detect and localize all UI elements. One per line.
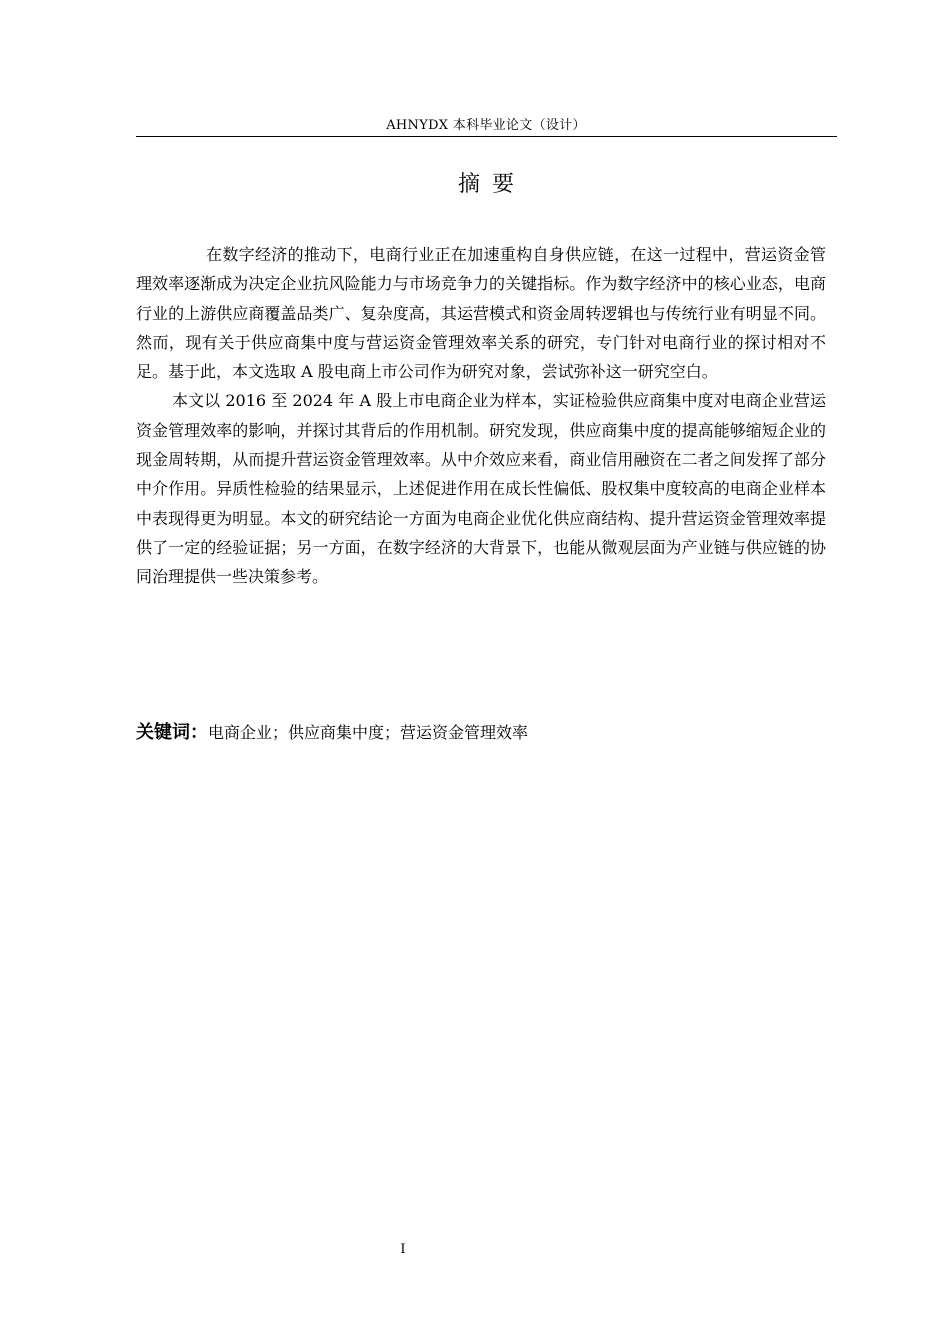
keywords-colon: ： [190,722,208,743]
running-header: AHNYDX 本科毕业论文（设计） [386,118,586,133]
keywords-line [136,718,836,748]
abstract-paragraph-1: 在数字经济的推动下，电商行业正在加速重构自身供应链，在这一过程中，营运资金管理效率逐渐成为决定企业抗风险能力与市场竞争力的关键指标。作为数字经济中的核心业态，电商行业的上游供应商覆盖品类广、复杂度高，其运营模式和资金周转逻辑也与传统行业有明显不同。然而，现有关于供应商集中度与营运资金管理效率关系的研究，专门针对电商行业的探讨相对不足。基于此，本文选取 A 股电商上市公司作为研究对象，尝试弥补这一研究空白。 [136,245,826,382]
keywords-list: 电商企业；供应商集中度；营运资金管理效率 [208,723,529,742]
page-number: I [400,1242,406,1257]
keywords-label: 关键词 [136,722,190,743]
header-divider [136,136,837,137]
abstract-body [136,240,826,592]
abstract-title: 摘要 [457,172,526,197]
abstract-paragraph-2: 本文以 2016 至 2024 年 A 股上市电商企业为样本，实证检验供应商集中度对电商企业营运资金管理效率的影响，并探讨其背后的作用机制。研究发现，供应商集中度的提高能够缩短企业的现金周转期，从而提升营运资金管理效率。从中介效应来看，商业信用融资在二者之间发挥了部分中介作用。异质性检验的结果显示，上述促进作用在成长性偏低、股权集中度较高的电商企业样本中表现得更为明显。本文的研究结论一方面为电商企业优化供应商结构、提升营运资金管理效率提供了一定的经验证据；另一方面，在数字经济的大背景下，也能从微观层面为产业链与供应链的协同治理提供一些决策参考。 [136,391,826,587]
